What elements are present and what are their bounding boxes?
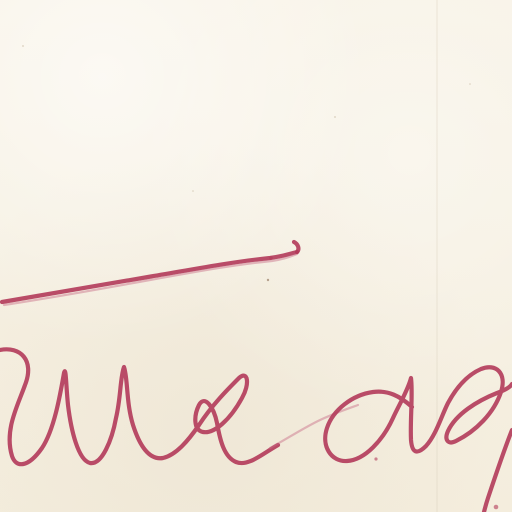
word-ag — [325, 367, 512, 461]
ink-speck — [22, 45, 24, 47]
ink-speck — [334, 116, 336, 118]
ink-speck — [469, 83, 471, 85]
word-swe-trail — [270, 405, 358, 448]
ink-speck — [192, 190, 194, 192]
top-stroke — [2, 252, 297, 302]
ink-speck — [269, 256, 273, 260]
ink-speck — [494, 505, 499, 510]
word-swe — [0, 349, 278, 464]
ink-speck — [267, 279, 269, 281]
word-ag-descender — [484, 430, 512, 512]
ink-speck — [374, 457, 377, 460]
